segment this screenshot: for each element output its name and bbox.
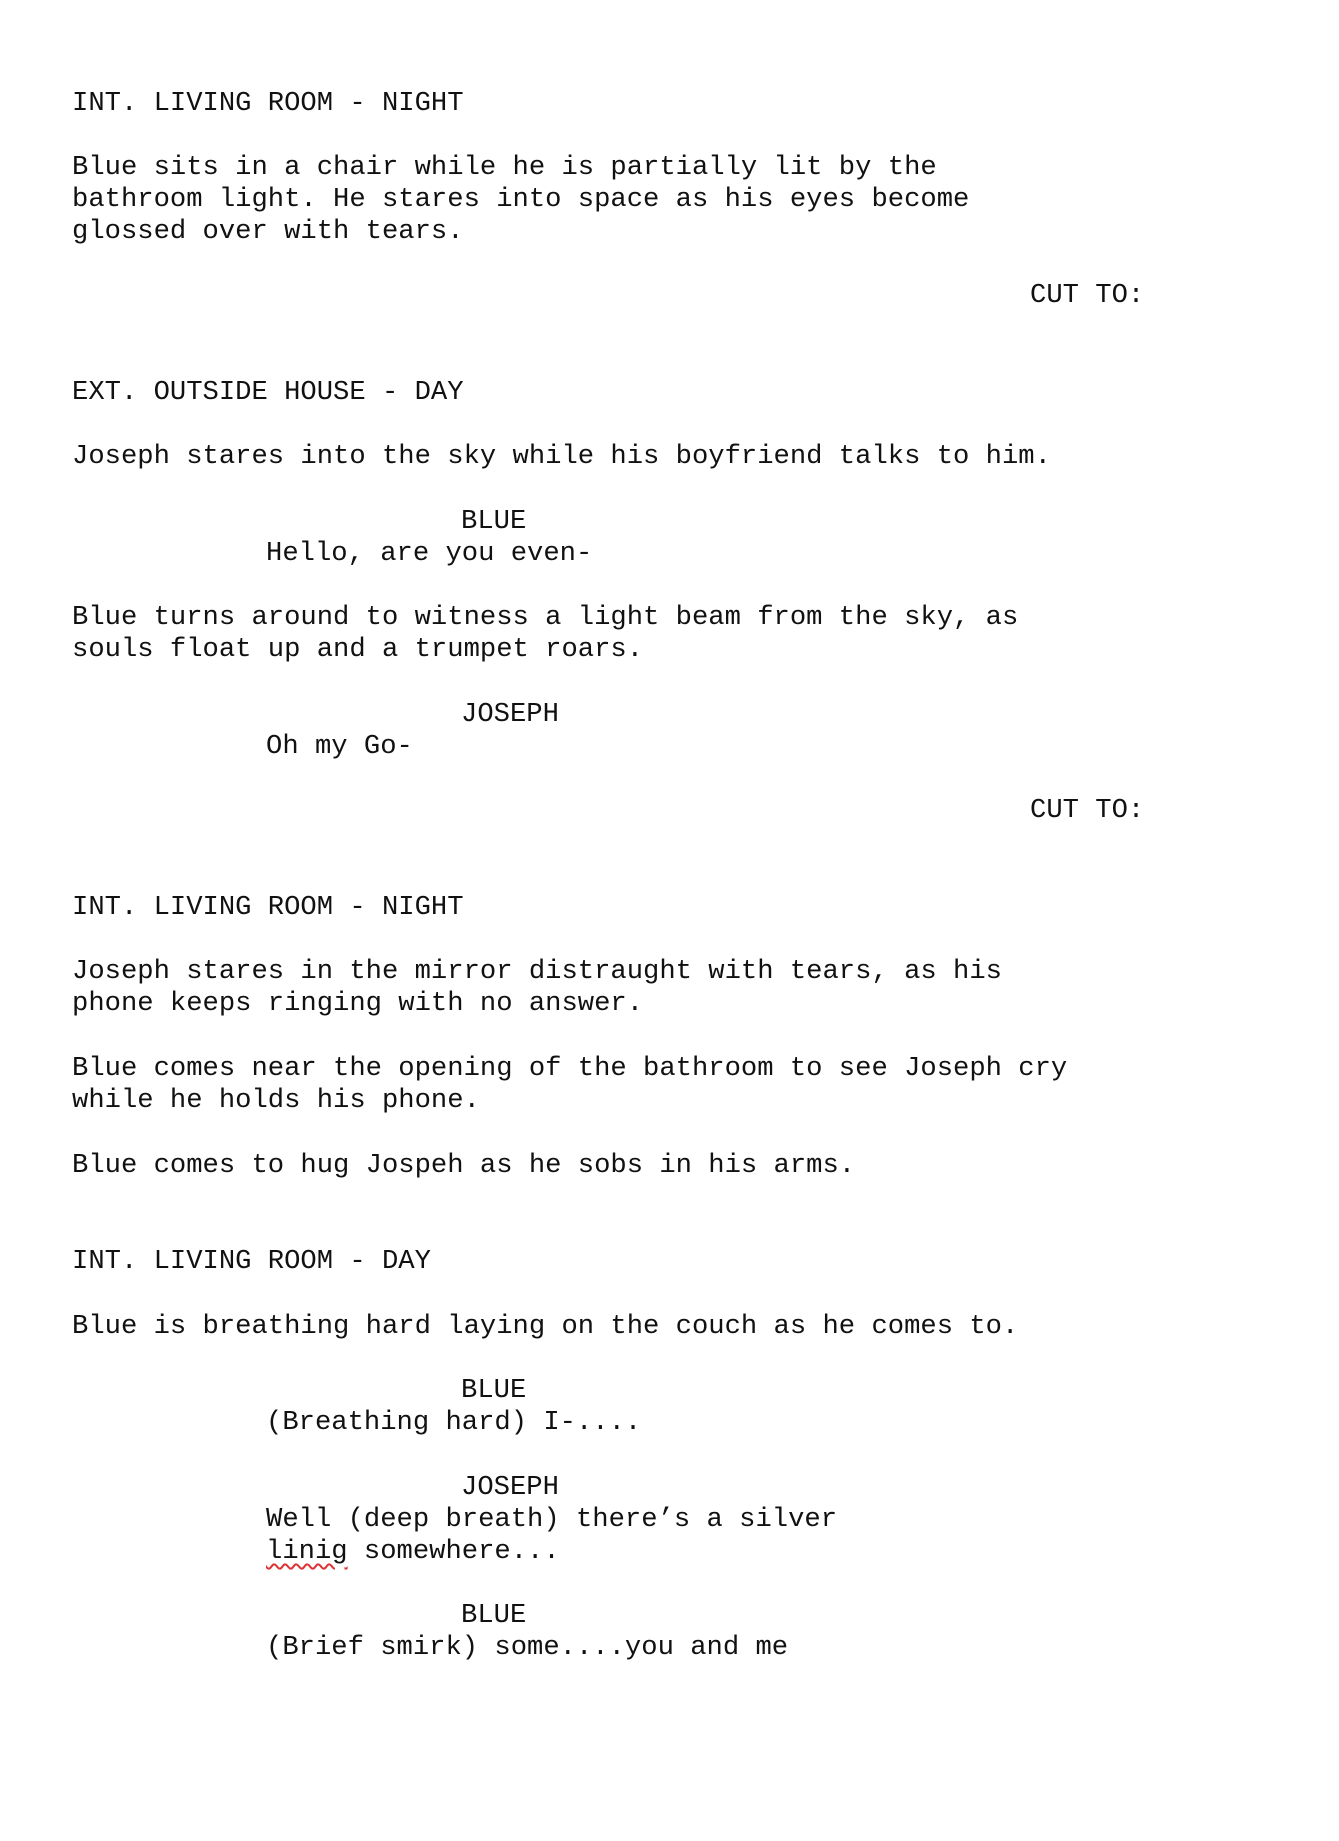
character-name: JOSEPH bbox=[461, 699, 559, 730]
action-line: while he holds his phone. bbox=[72, 1085, 480, 1116]
action-line: Joseph stares in the mirror distraught with tears, as his bbox=[72, 956, 1002, 987]
misspelled-word[interactable]: linig bbox=[266, 1536, 348, 1567]
action-line: bathroom light. He stares into space as his eyes become bbox=[72, 184, 970, 215]
dialogue-line: (Breathing hard) I-.... bbox=[266, 1407, 642, 1438]
action-line: Blue turns around to witness a light beam from the sky, as bbox=[72, 602, 1019, 633]
action-line: Blue is breathing hard laying on the couch as he comes to. bbox=[72, 1311, 1019, 1342]
character-name: BLUE bbox=[461, 1375, 527, 1406]
transition: CUT TO: bbox=[1030, 795, 1145, 826]
scene-heading: EXT. OUTSIDE HOUSE - DAY bbox=[72, 377, 464, 408]
dialogue-text: somewhere... bbox=[347, 1536, 560, 1567]
dialogue-line: Well (deep breath) there’s a silver bbox=[266, 1504, 838, 1535]
dialogue-line: (Brief smirk) some....you and me bbox=[266, 1632, 789, 1663]
dialogue-line: Hello, are you even- bbox=[266, 538, 593, 569]
transition: CUT TO: bbox=[1030, 280, 1145, 311]
action-line: Blue sits in a chair while he is partially lit by the bbox=[72, 152, 937, 183]
character-name: BLUE bbox=[461, 1600, 527, 1631]
dialogue-line: Oh my Go- bbox=[266, 731, 413, 762]
scene-heading: INT. LIVING ROOM - DAY bbox=[72, 1246, 431, 1277]
action-line: souls float up and a trumpet roars. bbox=[72, 634, 644, 665]
action-line: phone keeps ringing with no answer. bbox=[72, 988, 644, 1019]
character-name: JOSEPH bbox=[461, 1472, 559, 1503]
dialogue-line bbox=[266, 1536, 560, 1569]
scene-heading: INT. LIVING ROOM - NIGHT bbox=[72, 88, 464, 119]
action-line: glossed over with tears. bbox=[72, 216, 464, 247]
character-name: BLUE bbox=[461, 506, 527, 537]
scene-heading: INT. LIVING ROOM - NIGHT bbox=[72, 892, 464, 923]
action-line: Blue comes to hug Jospeh as he sobs in his arms. bbox=[72, 1150, 856, 1181]
action-line: Blue comes near the opening of the bathroom to see Joseph cry bbox=[72, 1053, 1068, 1084]
action-line: Joseph stares into the sky while his boyfriend talks to him. bbox=[72, 441, 1051, 472]
